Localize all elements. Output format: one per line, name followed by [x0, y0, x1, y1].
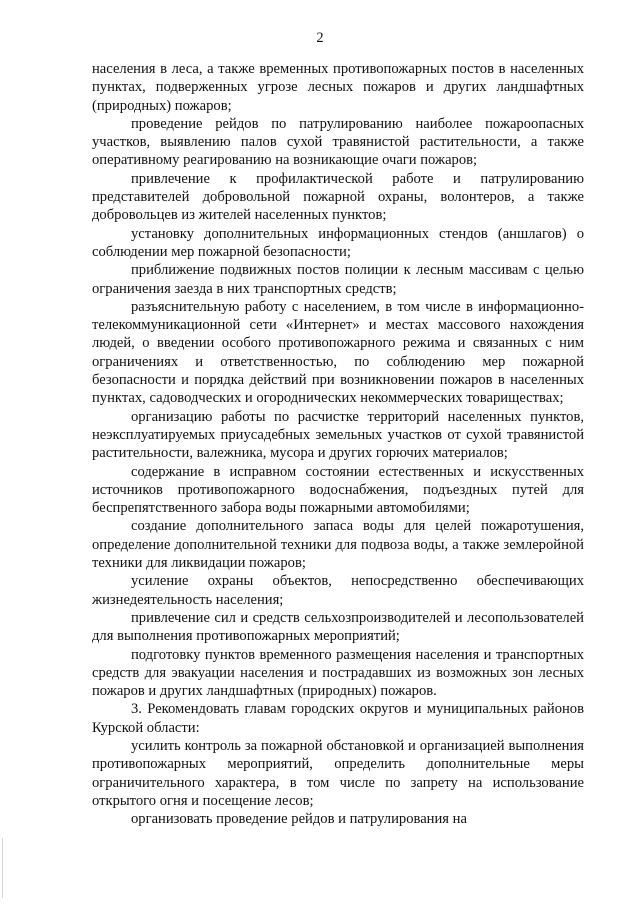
paragraph: усилить контроль за пожарной обстановкой и организацией выполнения противопожарных мероприятий, определить дополнительные меры ограничительного характера, в том числе по запрету на использование открытого огня и посещение лесов; [92, 737, 584, 809]
paragraph: создание дополнительного запаса воды для целей пожаротушения, определение дополнительной техники для подвоза воды, а также землеройной техники для ликвидации пожаров; [92, 518, 584, 572]
paragraph: 3. Рекомендовать главам городских округов и муниципальных районов Курской области: [92, 701, 584, 736]
paragraph: населения в леса, а также временных противопожарных постов в населенных пунктах, подверженных угрозе лесных пожаров и других ландшафтных (природных) пожаров; [92, 61, 584, 114]
paragraph: усиление охраны объектов, непосредственно обеспечивающих жизнедеятельность населения; [92, 573, 584, 608]
paragraph: привлечение сил и средств сельхозпроизводителей и лесопользователей для выполнения противопожарных мероприятий; [92, 609, 584, 645]
document-body [92, 60, 584, 828]
paragraph: разъяснительную работу с населением, в том числе в информационно-телекоммуникационной сети «Интернет» и местах массового нахождения людей, о введении особого противопожарного режима и связанных с ним ограничениях и ответственностью, по соблюдению мер пожарной безопасности и порядка действий при возникновении пожаров в населенных пунктах, садоводческих и огороднических некоммерческих товариществах; [92, 298, 584, 407]
paragraph: организовать проведение рейдов и патрулирования на [131, 811, 467, 828]
paragraph: проведение рейдов по патрулированию наиболее пожароопасных участков, выявлению палов сухой травянистой растительности, а также оперативному реагированию на возникающие очаги пожаров; [92, 115, 584, 169]
paragraph: приближение подвижных постов полиции к лесным массивам с целью ограничения заезда в них транспортных средств; [92, 262, 584, 297]
paragraph: организацию работы по расчистке территорий населенных пунктов, неэксплуатируемых приусадебных земельных участков от сухой травянистой растительности, валежника, мусора и других горючих материалов; [92, 408, 584, 462]
paragraph: подготовку пунктов временного размещения населения и транспортных средств для эвакуации населения и пострадавших из возможных зон лесных пожаров и других ландшафтных (природных) пожаров. [92, 646, 584, 700]
paragraph: установку дополнительных информационных стендов (аншлагов) о соблюдении мер пожарной безопасности; [92, 225, 584, 260]
paragraph: привлечение к профилактической работе и патрулированию представителей добровольной пожарной охраны, волонтеров, а также добровольцев из жителей населенных пунктов; [92, 170, 584, 224]
scan-edge-mark [2, 838, 3, 898]
page-number: 2 [316, 30, 324, 46]
paragraph: содержание в исправном состоянии естественных и искусственных источников противопожарного водоснабжения, подъездных путей для беспрепятственного забора воды пожарными автомобилями; [92, 463, 584, 517]
